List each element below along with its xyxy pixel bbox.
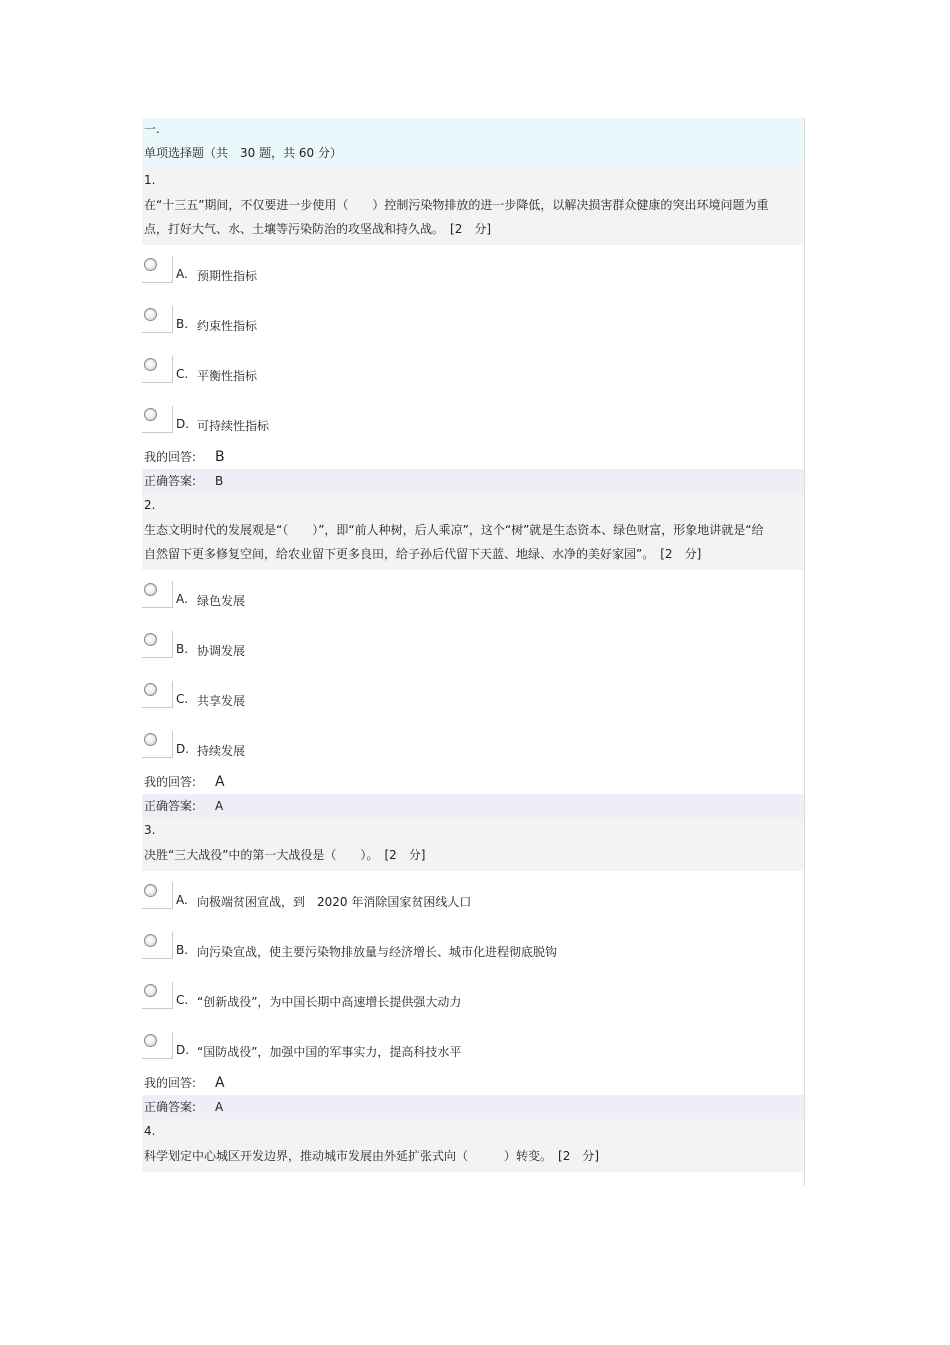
option-text: 平衡性指标 bbox=[197, 369, 258, 383]
option-letter: B. bbox=[176, 943, 189, 957]
my-answer-row bbox=[142, 770, 804, 794]
answer-option[interactable] bbox=[142, 971, 804, 1021]
radio-button[interactable] bbox=[144, 258, 157, 271]
radio-frame bbox=[142, 631, 173, 658]
question-text: 决胜“三大战役”中的第一大战役是（ ）。 bbox=[144, 848, 373, 862]
question-score: [2 分] bbox=[558, 1149, 600, 1163]
my-answer-row bbox=[142, 1071, 804, 1095]
radio-frame bbox=[142, 306, 173, 333]
my-answer-label: 我的回答: bbox=[144, 1076, 197, 1090]
answer-option[interactable] bbox=[142, 245, 804, 295]
correct-answer-row bbox=[142, 1095, 804, 1119]
option-letter: D. bbox=[176, 1043, 190, 1057]
question-text-line bbox=[144, 1144, 774, 1168]
radio-frame bbox=[142, 1032, 173, 1059]
correct-answer-label: 正确答案: bbox=[144, 799, 197, 813]
question-header bbox=[142, 493, 804, 570]
question-text: 生态文明时代的发展观是“（ ）”，即“前人种树，后人乘凉”，这个“树”就是生态资本、绿色财富，形象地讲就是“给自然留下更多修复空间，给农业留下更多良田，给子孙后代留下天蓝、地绿、水净的美好家园”。 bbox=[144, 523, 764, 561]
my-answer-label: 我的回答: bbox=[144, 775, 197, 789]
option-text: 持续发展 bbox=[197, 744, 246, 758]
question-block bbox=[142, 493, 804, 818]
answer-option[interactable] bbox=[142, 345, 804, 395]
radio-button[interactable] bbox=[144, 984, 157, 997]
radio-frame bbox=[142, 356, 173, 383]
question-number: 4. bbox=[144, 1124, 156, 1138]
question-text-line bbox=[144, 518, 774, 566]
question-text: 科学划定中心城区开发边界，推动城市发展由外延扩张式向（ ）转变。 bbox=[144, 1149, 547, 1163]
radio-frame bbox=[142, 982, 173, 1009]
correct-answer-value: B bbox=[215, 474, 224, 488]
radio-button[interactable] bbox=[144, 583, 157, 596]
radio-button[interactable] bbox=[144, 934, 157, 947]
radio-frame bbox=[142, 681, 173, 708]
radio-button[interactable] bbox=[144, 633, 157, 646]
answer-option[interactable] bbox=[142, 1021, 804, 1071]
answer-option[interactable] bbox=[142, 670, 804, 720]
my-answer-value: A bbox=[215, 1075, 225, 1091]
question-header bbox=[142, 818, 804, 871]
section-title: 单项选择题（共 30 题，共 60 分） bbox=[144, 146, 342, 160]
correct-answer-value: A bbox=[215, 1100, 224, 1114]
radio-frame bbox=[142, 731, 173, 758]
radio-button[interactable] bbox=[144, 683, 157, 696]
option-letter: D. bbox=[176, 417, 190, 431]
radio-button[interactable] bbox=[144, 408, 157, 421]
radio-button[interactable] bbox=[144, 733, 157, 746]
question-number: 3. bbox=[144, 823, 156, 837]
question-score: [2 分] bbox=[450, 222, 492, 236]
question-text: 在“十三五”期间，不仅要进一步使用（ ）控制污染物排放的进一步降低，以解决损害群众健康的突出环境问题为重点，打好大气、水、土壤等污染防治的攻坚战和持久战。 bbox=[144, 198, 769, 236]
option-text: 协调发展 bbox=[197, 644, 246, 658]
radio-button[interactable] bbox=[144, 308, 157, 321]
option-text: 向极端贫困宣战，到 2020 年消除国家贫困线人口 bbox=[197, 895, 472, 909]
option-text: 预期性指标 bbox=[197, 269, 258, 283]
answer-option[interactable] bbox=[142, 720, 804, 770]
option-letter: C. bbox=[176, 692, 189, 706]
answer-option[interactable] bbox=[142, 395, 804, 445]
my-answer-label: 我的回答: bbox=[144, 450, 197, 464]
radio-frame bbox=[142, 932, 173, 959]
radio-button[interactable] bbox=[144, 884, 157, 897]
answer-option[interactable] bbox=[142, 871, 804, 921]
question-block bbox=[142, 818, 804, 1119]
option-letter: C. bbox=[176, 367, 189, 381]
my-answer-row bbox=[142, 445, 804, 469]
question-number: 1. bbox=[144, 173, 156, 187]
option-letter: A. bbox=[176, 893, 188, 907]
correct-answer-row bbox=[142, 469, 804, 493]
question-block bbox=[142, 168, 804, 493]
question-text-line bbox=[144, 193, 774, 241]
question-block bbox=[142, 1119, 804, 1172]
answer-option[interactable] bbox=[142, 620, 804, 670]
radio-button[interactable] bbox=[144, 358, 157, 371]
option-text: 向污染宣战，使主要污染物排放量与经济增长、城市化进程彻底脱钩 bbox=[197, 945, 558, 959]
question-number: 2. bbox=[144, 498, 156, 512]
correct-answer-label: 正确答案: bbox=[144, 1100, 197, 1114]
question-score: [2 分] bbox=[660, 547, 702, 561]
option-text: 共享发展 bbox=[197, 694, 246, 708]
question-list bbox=[142, 168, 804, 1172]
option-letter: B. bbox=[176, 317, 189, 331]
option-letter: A. bbox=[176, 592, 188, 606]
option-text: 约束性指标 bbox=[197, 319, 258, 333]
radio-frame bbox=[142, 256, 173, 283]
section-header bbox=[142, 118, 804, 168]
radio-frame bbox=[142, 581, 173, 608]
section-number: 一. bbox=[144, 122, 160, 136]
option-text: “国防战役”，加强中国的军事实力，提高科技水平 bbox=[197, 1045, 462, 1059]
correct-answer-label: 正确答案: bbox=[144, 474, 197, 488]
option-text: “创新战役”，为中国长期中高速增长提供强大动力 bbox=[197, 995, 462, 1009]
option-letter: C. bbox=[176, 993, 189, 1007]
my-answer-value: A bbox=[215, 774, 225, 790]
answer-option[interactable] bbox=[142, 570, 804, 620]
question-score: [2 分] bbox=[384, 848, 426, 862]
option-letter: A. bbox=[176, 267, 188, 281]
option-letter: B. bbox=[176, 642, 189, 656]
answer-option[interactable] bbox=[142, 295, 804, 345]
exam-sheet bbox=[142, 118, 805, 1186]
option-text: 绿色发展 bbox=[197, 594, 246, 608]
radio-button[interactable] bbox=[144, 1034, 157, 1047]
radio-frame bbox=[142, 406, 173, 433]
correct-answer-row bbox=[142, 794, 804, 818]
radio-frame bbox=[142, 882, 173, 909]
option-letter: D. bbox=[176, 742, 190, 756]
option-text: 可持续性指标 bbox=[197, 419, 270, 433]
question-header bbox=[142, 168, 804, 245]
question-header bbox=[142, 1119, 804, 1172]
answer-option[interactable] bbox=[142, 921, 804, 971]
question-text-line bbox=[144, 843, 774, 867]
my-answer-value: B bbox=[215, 449, 225, 465]
correct-answer-value: A bbox=[215, 799, 224, 813]
